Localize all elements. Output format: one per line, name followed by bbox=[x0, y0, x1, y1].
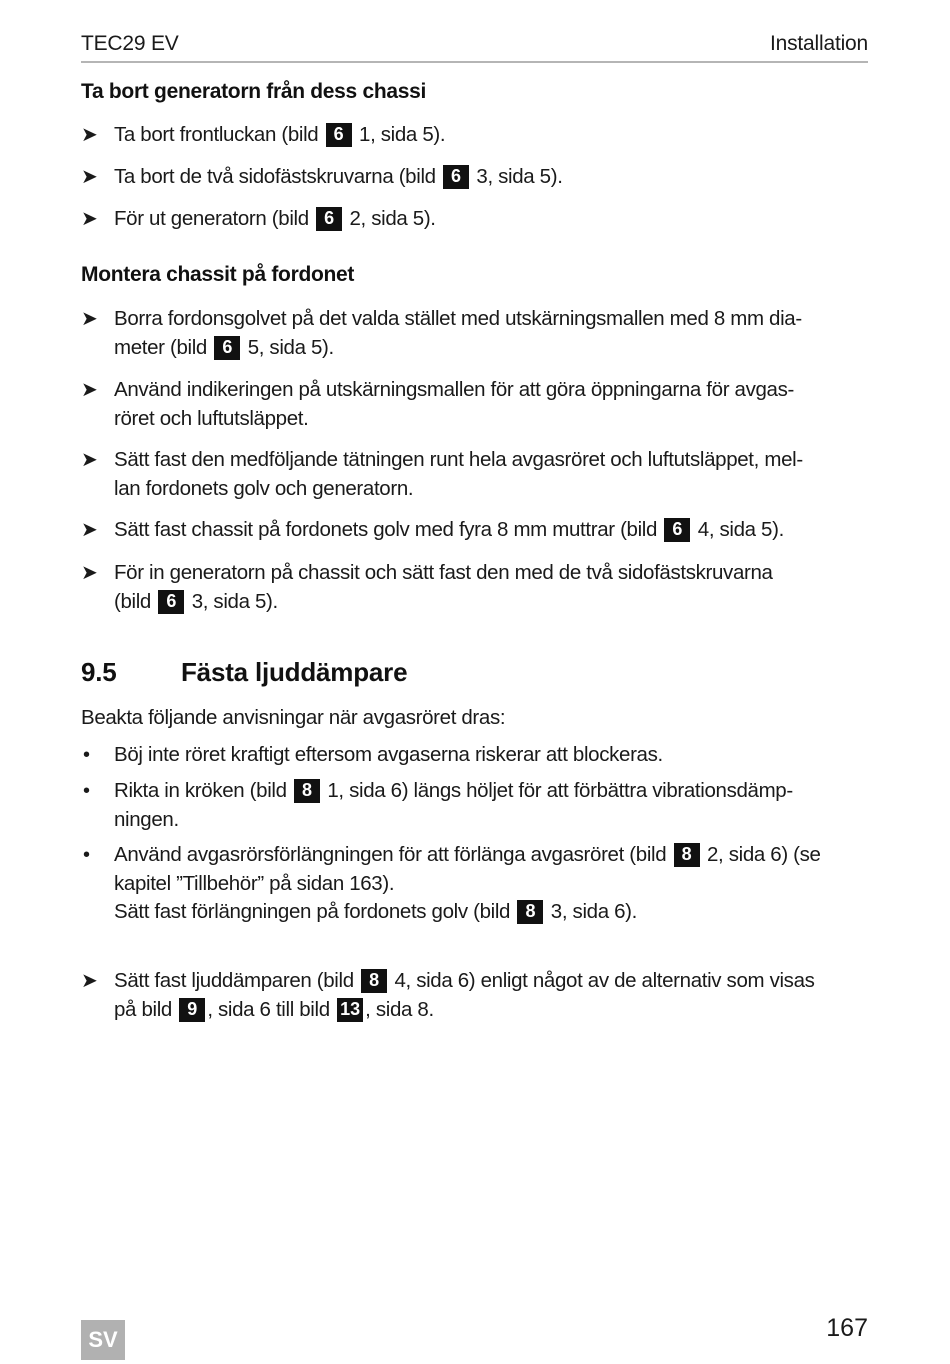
figure-badge: 6 bbox=[316, 207, 342, 231]
step: ➤ Borra fordonsgolvet på det valda stället med utskärningsmallen med 8 mm dia- meter (bild 6 5, sida 5). bbox=[81, 307, 802, 359]
language-tab: SV bbox=[81, 1320, 125, 1360]
section-title: Fästa ljuddämpare bbox=[181, 657, 408, 687]
arrow-right-icon: ➤ bbox=[81, 970, 98, 992]
list-item: • Rikta in kröken (bild 8 1, sida 6) längs höljet för att förbättra vibrationsdämp- ningen. bbox=[83, 779, 793, 831]
step: ➤ Sätt fast ljuddämparen (bild 8 4, sida 6) enligt något av de alternativ som visas på bild 9 , sida 6 till bild 13 , sida 8. bbox=[81, 969, 815, 1021]
figure-badge: 8 bbox=[361, 969, 387, 993]
figure-badge: 6 bbox=[326, 123, 352, 147]
arrow-right-icon: ➤ bbox=[81, 308, 98, 330]
figure-badge: 6 bbox=[443, 165, 469, 189]
step: ➤ För in generatorn på chassit och sätt fast den med de två sidofästskruvarna (bild 6 3, sida 5). bbox=[81, 561, 773, 613]
step: ➤ Ta bort de två sidofästskruvarna (bild 6 3, sida 5). bbox=[81, 163, 871, 192]
header-chapter: Installation bbox=[770, 32, 868, 55]
figure-badge: 6 bbox=[664, 518, 690, 542]
step: ➤ Sätt fast den medföljande tätningen runt hela avgasröret och luftutsläppet, mel- lan fordonets golv och generatorn. bbox=[81, 448, 803, 500]
subheading-remove-generator: Ta bort generatorn från dess chassi bbox=[81, 80, 427, 103]
subheading-mount-chassis: Montera chassit på fordonet bbox=[81, 263, 355, 286]
step: ➤ Använd indikeringen på utskärningsmallen för att göra öppningarna för avgas- röret och luftutsläppet. bbox=[81, 378, 794, 430]
bullet-dot-icon: • bbox=[83, 744, 90, 766]
page-header bbox=[81, 30, 868, 63]
step: ➤ Sätt fast chassit på fordonets golv med fyra 8 mm muttrar (bild 6 4, sida 5). bbox=[81, 516, 871, 545]
header-product: TEC29 EV bbox=[81, 32, 179, 55]
list-item: • Böj inte röret kraftigt eftersom avgaserna riskerar att blockeras. bbox=[81, 741, 871, 770]
arrow-right-icon: ➤ bbox=[81, 562, 98, 584]
figure-badge: 8 bbox=[294, 779, 320, 803]
figure-badge: 8 bbox=[517, 900, 543, 924]
bullet-dot-icon: • bbox=[83, 844, 90, 866]
figure-badge: 9 bbox=[179, 998, 205, 1022]
bullet-dot-icon: • bbox=[83, 780, 90, 802]
list-item: • Använd avgasrörsförlängningen för att förlänga avgasröret (bild 8 2, sida 6) (se kapitel ”Tillbehör” på sidan 163). Sätt fast förlängningen på fordonets golv (bild 8 3, sida 6). bbox=[83, 843, 821, 923]
arrow-right-icon: ➤ bbox=[81, 449, 98, 471]
figure-badge: 6 bbox=[158, 590, 184, 614]
page-number: 167 bbox=[826, 1314, 868, 1342]
figure-badge: 13 bbox=[337, 998, 363, 1022]
arrow-right-icon: ➤ bbox=[81, 208, 98, 230]
arrow-right-icon: ➤ bbox=[81, 519, 98, 541]
step: ➤ För ut generatorn (bild 6 2, sida 5). bbox=[81, 205, 871, 234]
section-intro: Beakta följande anvisningar när avgasröret dras: bbox=[81, 706, 506, 729]
step: ➤ Ta bort frontluckan (bild 6 1, sida 5). bbox=[81, 121, 871, 150]
arrow-right-icon: ➤ bbox=[81, 124, 98, 146]
figure-badge: 6 bbox=[214, 336, 240, 360]
section-number: 9.5 bbox=[81, 657, 117, 687]
arrow-right-icon: ➤ bbox=[81, 166, 98, 188]
figure-badge: 8 bbox=[674, 843, 700, 867]
arrow-right-icon: ➤ bbox=[81, 379, 98, 401]
